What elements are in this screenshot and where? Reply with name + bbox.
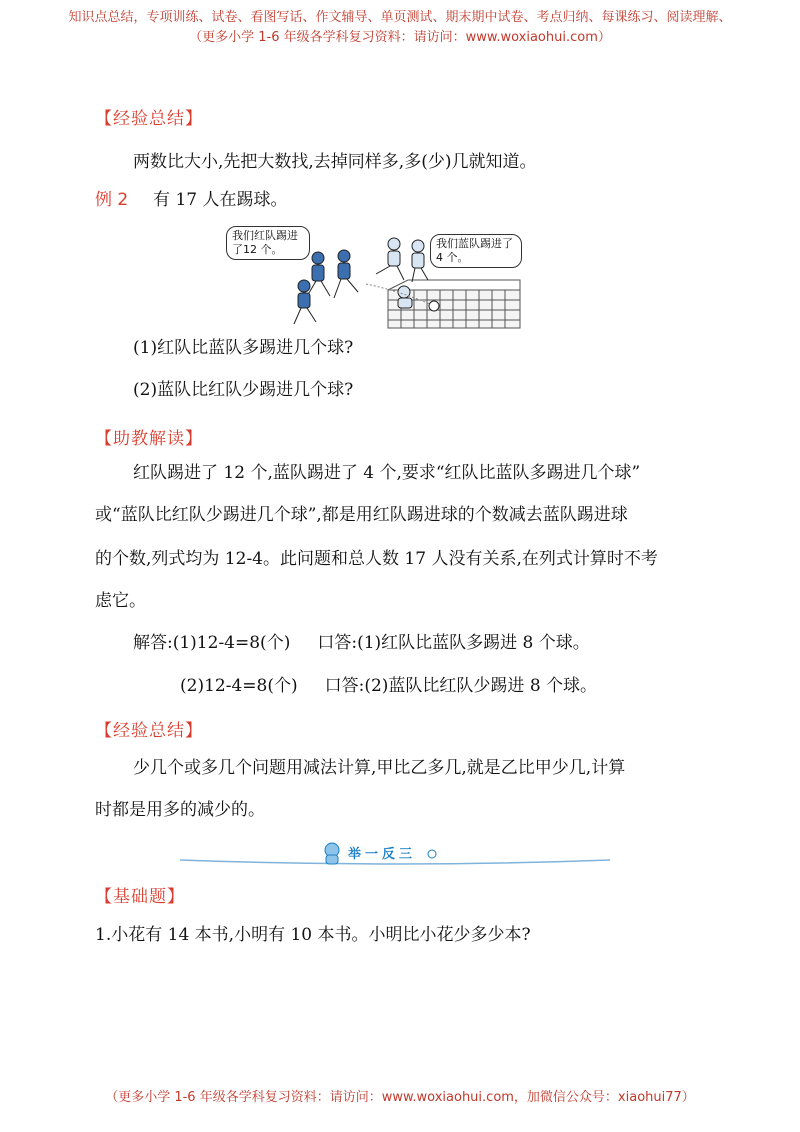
explanation-line-4: 虑它。: [95, 591, 146, 611]
basic-questions-heading: 【基础题】: [95, 887, 185, 907]
blue-team-speech-bubble: 我们蓝队踢进了4 个。: [430, 234, 522, 268]
soccer-illustration: [226, 218, 522, 330]
explanation-line-2: 或“蓝队比红队少踢进几个球”,都是用红队踢进球的个数减去蓝队踢进球: [95, 505, 628, 525]
cartoon-mascot-icon: [325, 843, 339, 864]
example-label: 例 2: [95, 190, 129, 210]
top-banner-line2: （更多小学 1-6 年级各学科复习资料：请访问：www.woxiaohui.com）: [189, 30, 611, 45]
explanation-line-3: 的个数,列式均为 12-4。此问题和总人数 17 人没有关系,在列式计算时不考: [95, 549, 658, 569]
summary-2-line-2: 时都是用多的减少的。: [95, 800, 265, 820]
experience-summary-2-heading: 【经验总结】: [95, 721, 203, 741]
ball-decoration-icon: [428, 850, 436, 858]
ball-icon: [429, 301, 439, 311]
example-text: 有 17 人在踢球。: [153, 190, 288, 210]
basic-question-1: 1.小花有 14 本书,小明有 10 本书。小明比小花少多少本?: [95, 925, 531, 945]
experience-summary-text: 两数比大小,先把大数找,去掉同样多,多(少)几就知道。: [133, 152, 537, 172]
summary-2-line-1: 少几个或多几个问题用减法计算,甲比乙多几,就是乙比甲少几,计算: [133, 758, 626, 778]
top-banner-line1: 知识点总结，专项训练、试卷、看图写话、作文辅导、单页测试、期末期中试卷、考点归纳、每课练习、阅读理解、: [68, 10, 732, 25]
answer-2: (2)12-4=8(个) 口答:(2)蓝队比红队少踢进 8 个球。: [180, 676, 598, 696]
bottom-banner: （更多小学 1-6 年级各学科复习资料：请访问：www.woxiaohui.com，加微信公众号：xiaohui77）: [105, 1090, 695, 1105]
answer-1: 解答:(1)12-4=8(个) 口答:(1)红队比蓝队多踢进 8 个球。: [133, 633, 590, 653]
example-line: [95, 190, 288, 210]
question-1: (1)红队比蓝队多踢进几个球?: [133, 338, 354, 358]
divider-label: 举一反三: [348, 847, 417, 862]
question-2: (2)蓝队比红队少踢进几个球?: [133, 380, 354, 400]
red-team-speech-bubble: 我们红队踢进了12 个。: [226, 226, 310, 260]
experience-summary-heading: 【经验总结】: [95, 109, 203, 129]
tutor-explanation-heading: 【助教解读】: [95, 429, 203, 449]
explanation-line-1: 红队踢进了 12 个,蓝队踢进了 4 个,要求“红队比蓝队多踢进几个球”: [133, 463, 641, 483]
